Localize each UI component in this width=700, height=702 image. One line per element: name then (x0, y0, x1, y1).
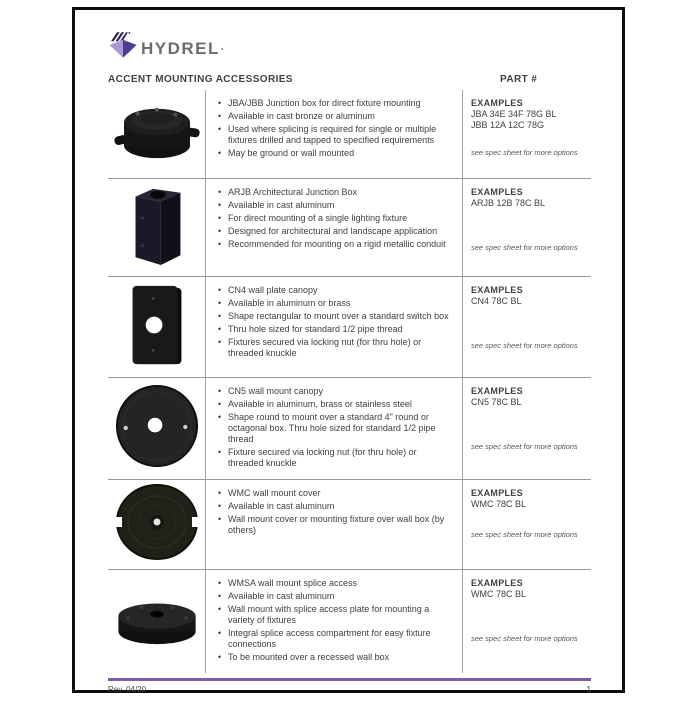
product-bullet-list (205, 570, 462, 673)
bullet-item (218, 226, 452, 237)
part-number: JBA 34E 34F 78G BL (471, 109, 557, 119)
bullet-item (218, 298, 452, 309)
page-footer (108, 673, 591, 702)
bullet-text: Shape round to mount over a standard 4" round or octagonal box. Thru hole sized for standard 1/2 pipe thread (228, 412, 436, 444)
bullet-dot: • (218, 628, 222, 638)
bullet-text: WMC wall mount cover (228, 488, 321, 498)
bullet-dot: • (218, 226, 222, 236)
product-examples-cell (462, 90, 591, 178)
bullet-item (218, 324, 452, 335)
bullet-dot: • (218, 652, 222, 662)
bullet-dot: • (218, 148, 222, 158)
bullet-text: Recommended for mounting on a rigid metallic conduit (228, 239, 446, 249)
bullet-dot: • (218, 514, 222, 524)
spec-sheet-note: see spec sheet for more options (471, 341, 578, 350)
bullet-dot: • (218, 386, 222, 396)
product-examples-cell (462, 570, 591, 673)
product-row (108, 479, 591, 569)
page-title: ACCENT MOUNTING ACCESSORIES (108, 74, 293, 85)
examples-heading: EXAMPLES (471, 578, 523, 588)
bullet-item (218, 239, 452, 250)
hydrel-logo-icon (108, 30, 138, 60)
examples-heading: EXAMPLES (471, 285, 523, 295)
product-photo-cell (108, 570, 205, 673)
trademark-dot (221, 48, 223, 50)
bullet-text: Available in cast aluminum (228, 200, 335, 210)
bullet-item (218, 591, 452, 602)
bullet-text: May be ground or wall mounted (228, 148, 355, 158)
arjb-junction-box-photo (129, 183, 185, 272)
part-number: CN4 78C BL (471, 296, 522, 306)
examples-heading: EXAMPLES (471, 386, 523, 396)
bullet-text: CN4 wall plate canopy (228, 285, 318, 295)
product-examples-cell (462, 277, 591, 377)
bullet-text: Available in aluminum or brass (228, 298, 351, 308)
logo-wordmark: HYDREL (141, 38, 220, 58)
product-row (108, 90, 591, 178)
product-bullet-list (205, 277, 462, 377)
bullet-text: Available in cast aluminum (228, 591, 335, 601)
product-row (108, 276, 591, 377)
bullet-dot: • (218, 187, 222, 197)
revision-label: Rev. 04/20 (108, 685, 147, 694)
product-photo-cell (108, 480, 205, 569)
wmc-wall-cover-photo (116, 484, 198, 565)
bullet-dot: • (218, 124, 222, 134)
bullet-item (218, 285, 452, 296)
bullet-dot: • (218, 501, 222, 511)
product-photo-cell (108, 179, 205, 276)
bullet-dot: • (218, 604, 222, 614)
bullet-dot: • (218, 111, 222, 121)
footer-rule (108, 678, 591, 681)
bullet-item (218, 412, 452, 445)
bullet-dot: • (218, 98, 222, 108)
bullet-text: CN5 wall mount canopy (228, 386, 324, 396)
bullet-item (218, 98, 452, 109)
product-table (108, 90, 591, 673)
bullet-dot: • (218, 311, 222, 321)
section-header (108, 74, 591, 85)
spec-sheet-note: see spec sheet for more options (471, 530, 578, 539)
spec-sheet-note: see spec sheet for more options (471, 148, 578, 157)
bullet-item (218, 200, 452, 211)
part-number-column-label: PART # (500, 74, 538, 85)
part-number: ARJB 12B 78C BL (471, 198, 546, 208)
bullet-item (218, 213, 452, 224)
bullet-item (218, 187, 452, 198)
example-part-numbers (471, 397, 591, 408)
examples-heading: EXAMPLES (471, 187, 523, 197)
cn5-round-canopy-photo (115, 384, 199, 473)
page-number: 1 (586, 685, 591, 694)
part-number: WMC 78C BL (471, 499, 527, 509)
part-number: WMC 78C BL (471, 589, 527, 599)
bullet-dot: • (218, 488, 222, 498)
bullet-item (218, 488, 452, 499)
hydrel-logo (108, 30, 591, 60)
part-number: JBB 12A 12C 78G (471, 120, 545, 130)
product-row (108, 569, 591, 673)
bullet-text: For direct mounting of a single lighting fixture (228, 213, 408, 223)
part-number: CN5 78C BL (471, 397, 522, 407)
product-bullet-list (205, 480, 462, 569)
bullet-item (218, 148, 452, 159)
bullet-dot: • (218, 399, 222, 409)
bullet-item (218, 447, 452, 469)
bullet-text: Integral splice access compartment for easy fixture connections (228, 628, 431, 649)
bullet-dot: • (218, 412, 222, 422)
product-photo-cell (108, 378, 205, 479)
bullet-dot: • (218, 578, 222, 588)
bullet-text: Shape rectangular to mount over a standard switch box (228, 311, 449, 321)
wmsa-splice-access-photo (114, 591, 200, 652)
bullet-text: Used where splicing is required for single or multiple fixtures drilled and tapped to specified requirements (228, 124, 437, 145)
spec-sheet-note: see spec sheet for more options (471, 634, 578, 643)
bullet-item (218, 399, 452, 410)
bullet-dot: • (218, 591, 222, 601)
bullet-item (218, 604, 452, 626)
example-part-numbers (471, 109, 591, 131)
example-part-numbers (471, 499, 591, 510)
bullet-dot: • (218, 285, 222, 295)
product-examples-cell (462, 378, 591, 479)
bullet-item (218, 124, 452, 146)
bullet-item (218, 652, 452, 663)
product-row (108, 377, 591, 479)
bullet-text: Fixtures secured via locking nut (for thru hole) or threaded knuckle (228, 337, 422, 358)
bullet-text: Wall mount cover or mounting fixture over wall box (by others) (228, 514, 445, 535)
bullet-item (218, 386, 452, 397)
spec-sheet-note: see spec sheet for more options (471, 243, 578, 252)
bullet-text: Thru hole sized for standard 1/2 pipe thread (228, 324, 403, 334)
bullet-text: Available in cast aluminum (228, 501, 335, 511)
bullet-text: To be mounted over a recessed wall box (228, 652, 390, 662)
example-part-numbers (471, 296, 591, 307)
product-row (108, 178, 591, 276)
product-bullet-list (205, 90, 462, 178)
bullet-dot: • (218, 213, 222, 223)
example-part-numbers (471, 198, 591, 209)
bullet-dot: • (218, 337, 222, 347)
bullet-item (218, 111, 452, 122)
spec-sheet-page (72, 7, 625, 693)
bullet-text: ARJB Architectural Junction Box (228, 187, 358, 197)
bullet-text: Designed for architectural and landscape application (228, 226, 438, 236)
bullet-item (218, 578, 452, 589)
bullet-item (218, 337, 452, 359)
bullet-item (218, 514, 452, 536)
bullet-item (218, 501, 452, 512)
bullet-dot: • (218, 298, 222, 308)
bullet-dot: • (218, 239, 222, 249)
bullet-dot: • (218, 324, 222, 334)
bullet-item (218, 311, 452, 322)
bullet-item (218, 628, 452, 650)
product-photo-cell (108, 277, 205, 377)
bullet-text: Wall mount with splice access plate for mounting a variety of fixtures (228, 604, 430, 625)
example-part-numbers (471, 589, 591, 600)
bullet-text: Available in aluminum, brass or stainless steel (228, 399, 412, 409)
bullet-text: WMSA wall mount splice access (228, 578, 358, 588)
bullet-text: Fixture secured via locking nut (for thru hole) or threaded knuckle (228, 447, 417, 468)
cn4-wall-plate-photo (128, 282, 186, 373)
product-photo-cell (108, 90, 205, 178)
spec-sheet-note: see spec sheet for more options (471, 442, 578, 451)
product-examples-cell (462, 179, 591, 276)
jba-junction-box-photo (114, 100, 200, 169)
bullet-text: JBA/JBB Junction box for direct fixture mounting (228, 98, 421, 108)
bullet-text: Available in cast bronze or aluminum (228, 111, 375, 121)
bullet-dot: • (218, 447, 222, 457)
product-bullet-list (205, 179, 462, 276)
examples-heading: EXAMPLES (471, 98, 523, 108)
bullet-dot: • (218, 200, 222, 210)
examples-heading: EXAMPLES (471, 488, 523, 498)
product-bullet-list (205, 378, 462, 479)
product-examples-cell (462, 480, 591, 569)
